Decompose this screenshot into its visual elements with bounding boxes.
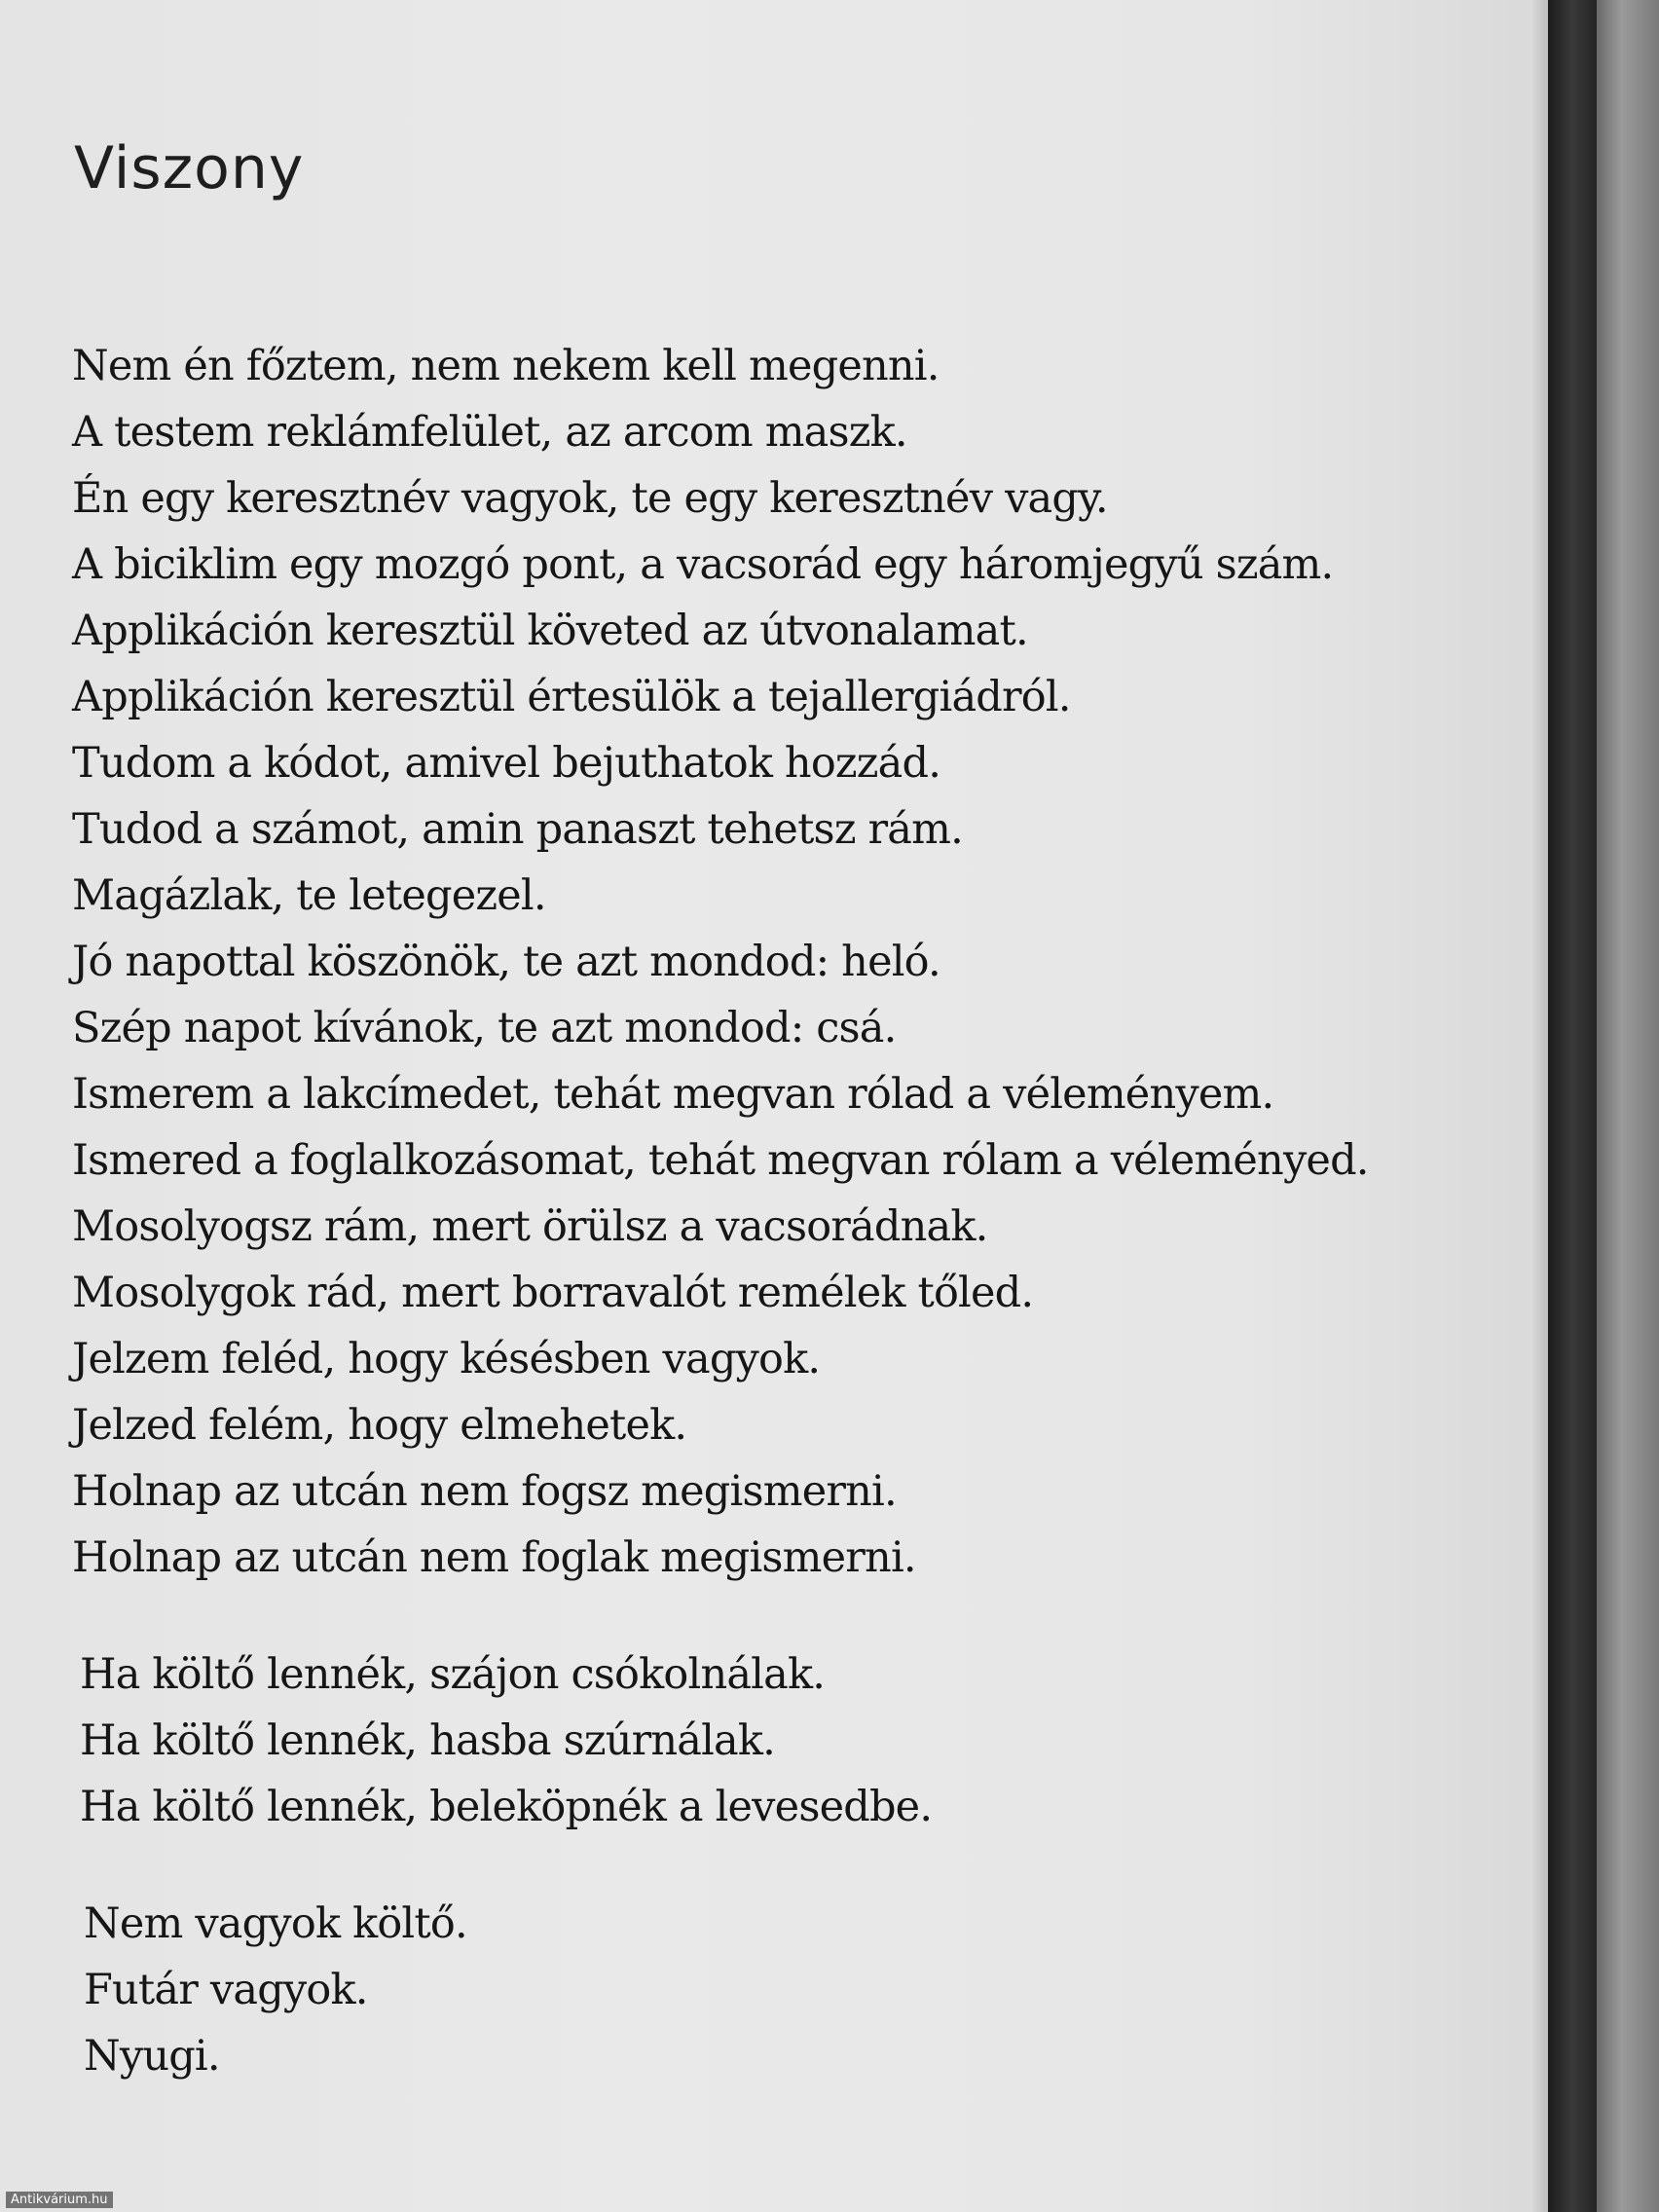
poem-line: Tudom a kódot, amivel bejuthatok hozzád. — [72, 739, 941, 788]
poem-line: Magázlak, te letegezel. — [72, 871, 546, 920]
stanza-1 — [72, 333, 1513, 1591]
background-surface — [1597, 0, 1659, 2212]
poem-line: Ha költő lennék, beleköpnék a levesedbe. — [80, 1783, 933, 1831]
poem-line: Mosolyogsz rám, mert örülsz a vacsorádnak. — [72, 1202, 988, 1251]
poem-body — [72, 333, 1513, 2140]
poem-line: Szép napot kívánok, te azt mondod: csá. — [72, 1004, 897, 1052]
poem-line: Ismerem a lakcímedet, tehát megvan rólad a véleményem. — [72, 1070, 1274, 1119]
poem-title: Viszony — [74, 134, 305, 203]
book-binding — [1548, 0, 1597, 2212]
stanza-3 — [84, 1891, 1513, 2089]
poem-line: Nyugi. — [84, 2032, 220, 2081]
poem-line: Jelzem feléd, hogy késésben vagyok. — [72, 1335, 821, 1383]
poem-line: Ha költő lennék, szájon csókolnálak. — [80, 1650, 826, 1699]
page-edge — [1530, 0, 1548, 2212]
poem-line: Ha költő lennék, hasba szúrnálak. — [80, 1716, 776, 1765]
poem-line: Mosolygok rád, mert borravalót remélek tőled. — [72, 1269, 1034, 1317]
poem-line: Jelzed felém, hogy elmehetek. — [72, 1401, 687, 1450]
poem-line: Applikáción keresztül értesülök a tejallergiádról. — [72, 673, 1071, 721]
poem-line: Holnap az utcán nem fogsz megismerni. — [72, 1467, 897, 1516]
poem-line: Ismered a foglalkozásomat, tehát megvan rólam a véleményed. — [72, 1136, 1369, 1185]
poem-line: Applikáción keresztül követed az útvonalamat. — [72, 607, 1028, 655]
poem-line: Holnap az utcán nem foglak megismerni. — [72, 1533, 916, 1582]
poem-line: Nem én főztem, nem nekem kell megenni. — [72, 342, 940, 390]
poem-line: A testem reklámfelület, az arcom maszk. — [72, 408, 907, 457]
poem-line: Nem vagyok költő. — [84, 1899, 467, 1948]
watermark: Antikvárium.hu — [6, 2192, 113, 2208]
poem-line: Futár vagyok. — [84, 1966, 368, 2014]
poem-line: Én egy keresztnév vagyok, te egy keresztnév vagy. — [72, 474, 1108, 523]
stanza-2 — [80, 1641, 1513, 1840]
poem-line: Jó napottal köszönök, te azt mondod: heló. — [72, 938, 940, 986]
poem-line: Tudod a számot, amin panaszt tehetsz rám. — [72, 805, 963, 854]
poem-line: A biciklim egy mozgó pont, a vacsorád egy háromjegyű szám. — [72, 540, 1334, 589]
